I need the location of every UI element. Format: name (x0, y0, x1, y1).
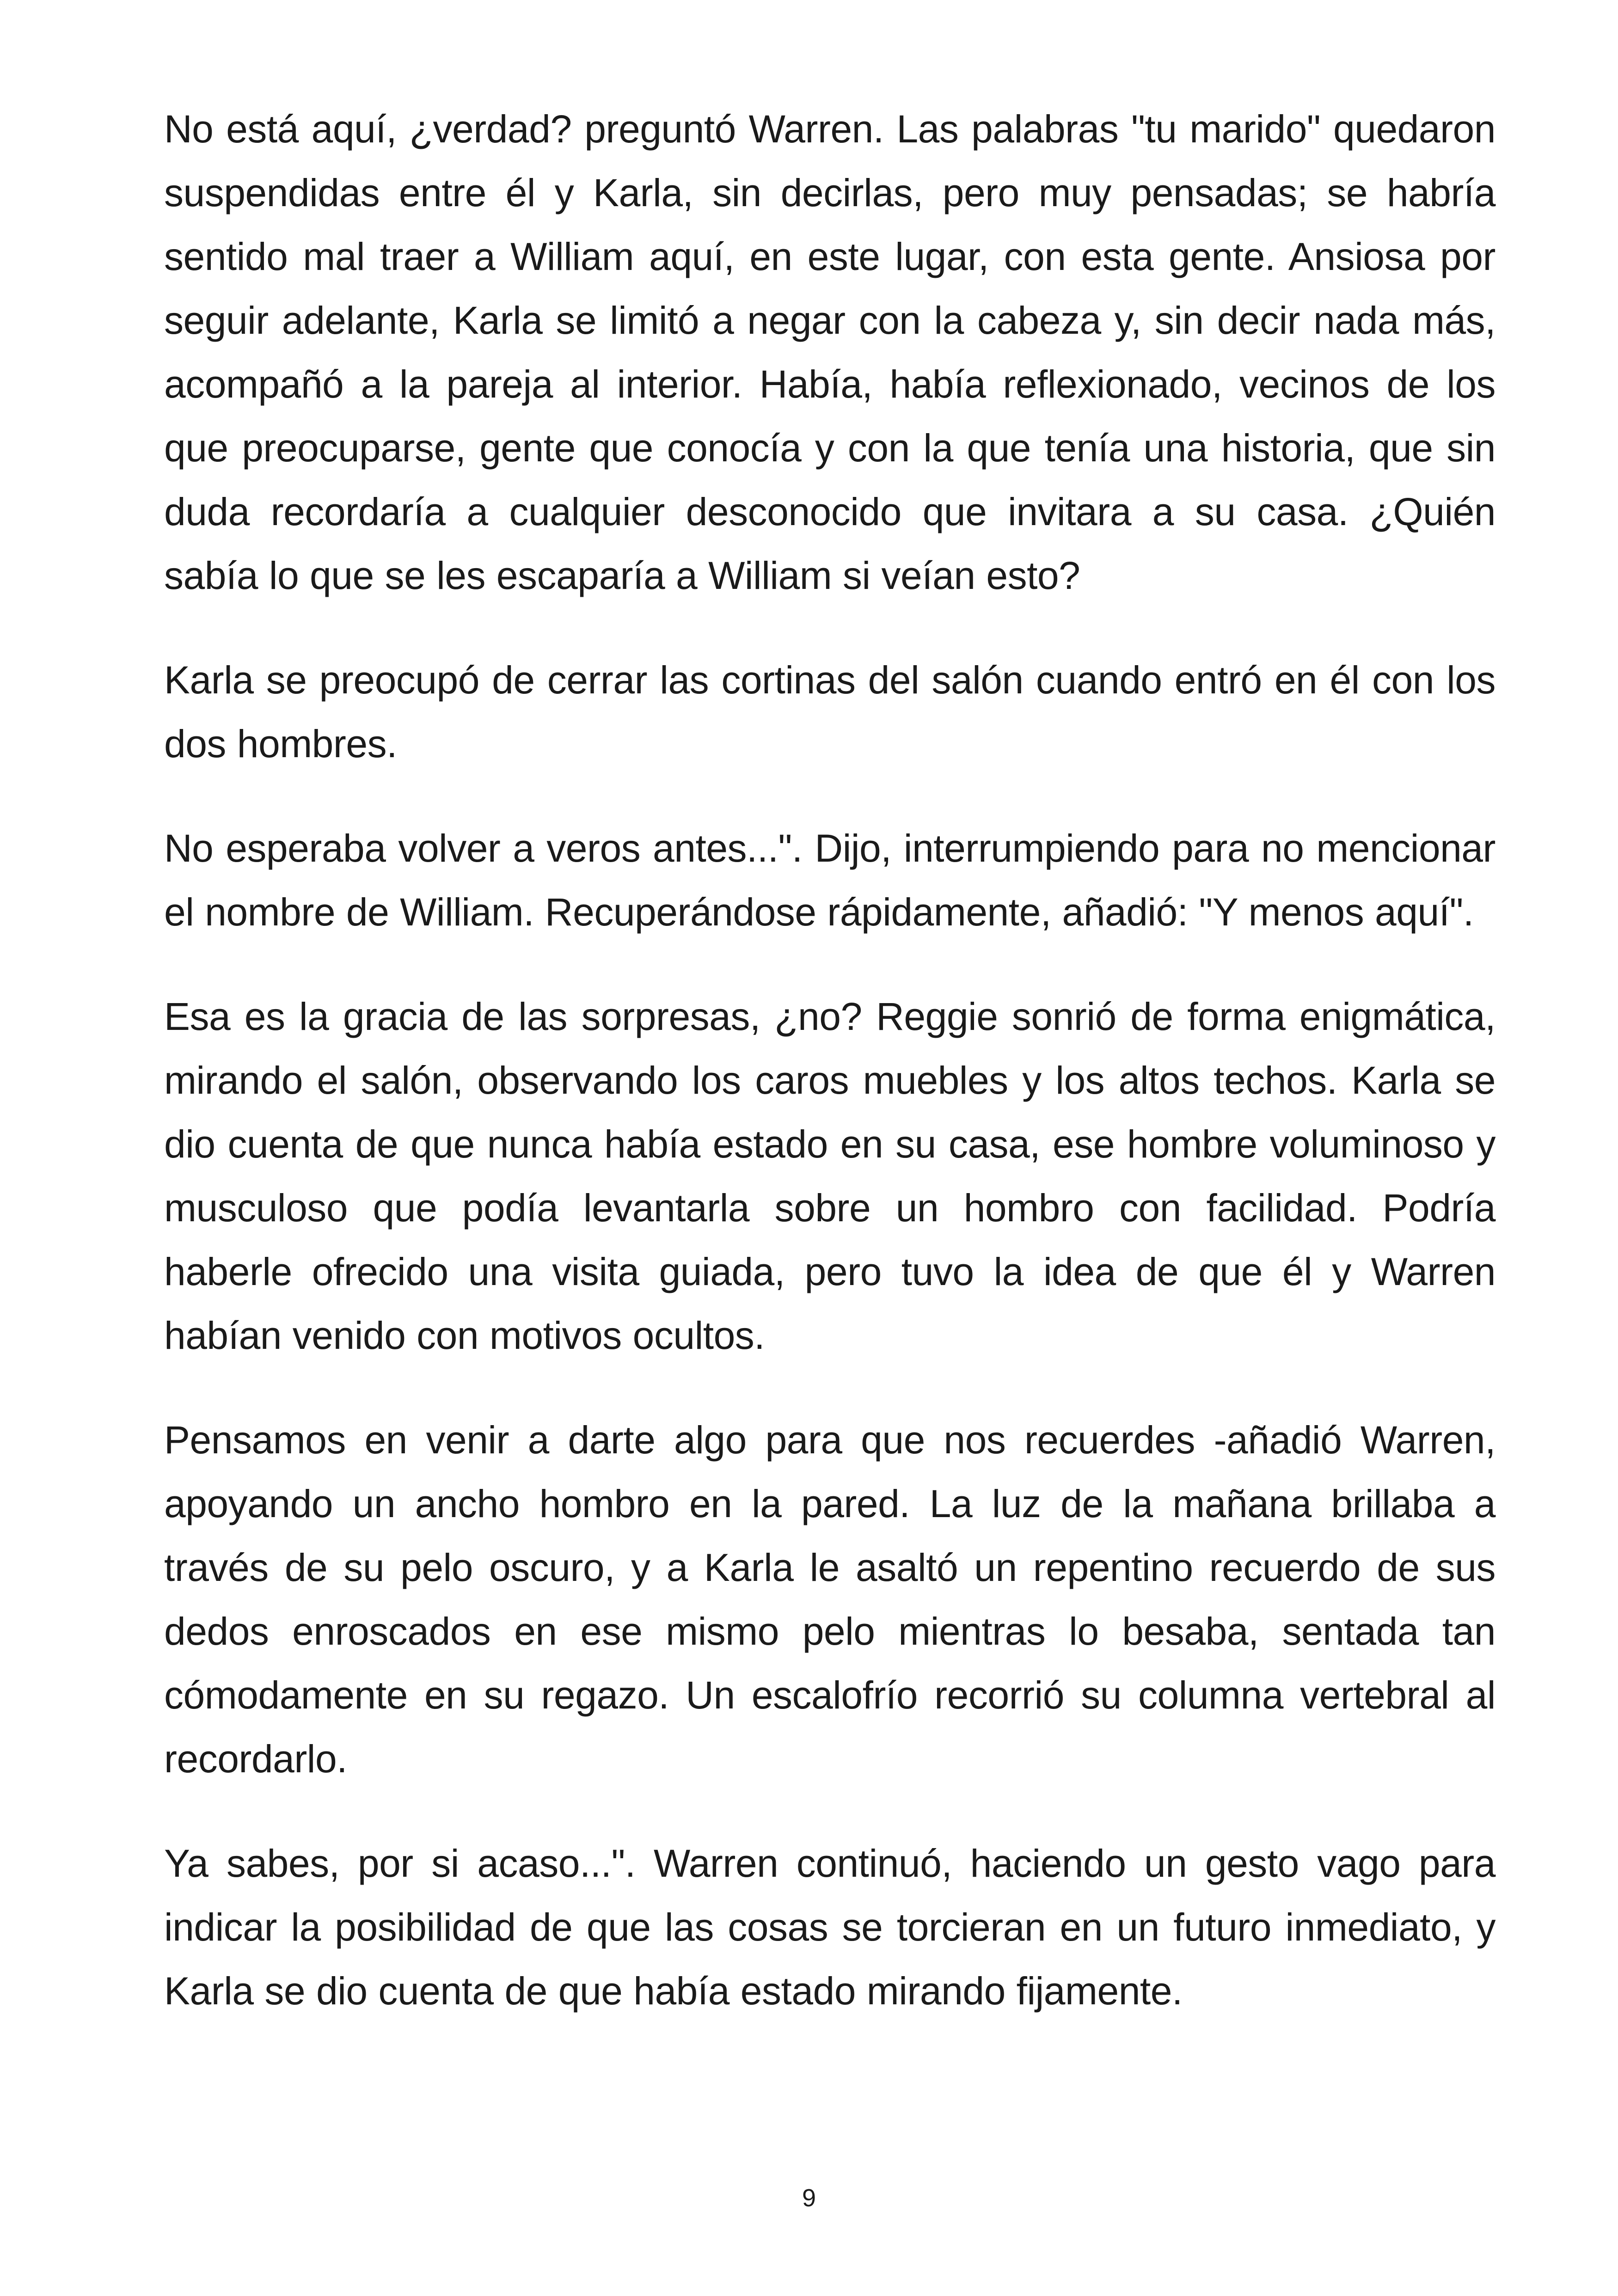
paragraph: No está aquí, ¿verdad? preguntó Warren. Las palabras "tu marido" quedaron suspendidas entre él y Karla, sin decirlas, pero muy pensadas; se habría sentido mal traer a William aquí, en este lugar, con esta gente. Ansiosa por seguir adelante, Karla se limitó a negar con la cabeza y, sin decir nada más, acompañó a la pareja al interior. Había, había reflexionado, vecinos de los que preocuparse, gente que conocía y con la que tenía una historia, que sin duda recordaría a cualquier desconocido que invitara a su casa. ¿Quién sabía lo que se les escaparía a William si veían esto? (164, 107, 1495, 597)
page-body (164, 97, 1495, 2063)
paragraph: Pensamos en venir a darte algo para que nos recuerdes -añadió Warren, apoyando un ancho hombro en la pared. La luz de la mañana brillaba a través de su pelo oscuro, y a Karla le asaltó un repentino recuerdo de sus dedos enroscados en ese mismo pelo mientras lo besaba, sentada tan cómodamente en su regazo. Un escalofrío recorrió su columna vertebral al recordarlo. (164, 1418, 1495, 1781)
paragraph: Esa es la gracia de las sorpresas, ¿no? Reggie sonrió de forma enigmática, mirando el salón, observando los caros muebles y los altos techos. Karla se dio cuenta de que nunca había estado en su casa, ese hombre voluminoso y musculoso que podía levantarla sobre un hombro con facilidad. Podría haberle ofrecido una visita guiada, pero tuvo la idea de que él y Warren habían venido con motivos ocultos. (164, 995, 1495, 1357)
paragraph: Ya sabes, por si acaso...". Warren continuó, haciendo un gesto vago para indicar la posibilidad de que las cosas se torcieran en un futuro inmediato, y Karla se dio cuenta de que había estado mirando fijamente. (164, 1842, 1495, 2013)
page-number: 9 (802, 2184, 816, 2212)
paragraph: Karla se preocupó de cerrar las cortinas del salón cuando entró en él con los dos hombres. (164, 658, 1495, 765)
paragraph: No esperaba volver a veros antes...". Dijo, interrumpiendo para no mencionar el nombre de William. Recuperándose rápidamente, añadió: "Y menos aquí". (164, 827, 1495, 934)
